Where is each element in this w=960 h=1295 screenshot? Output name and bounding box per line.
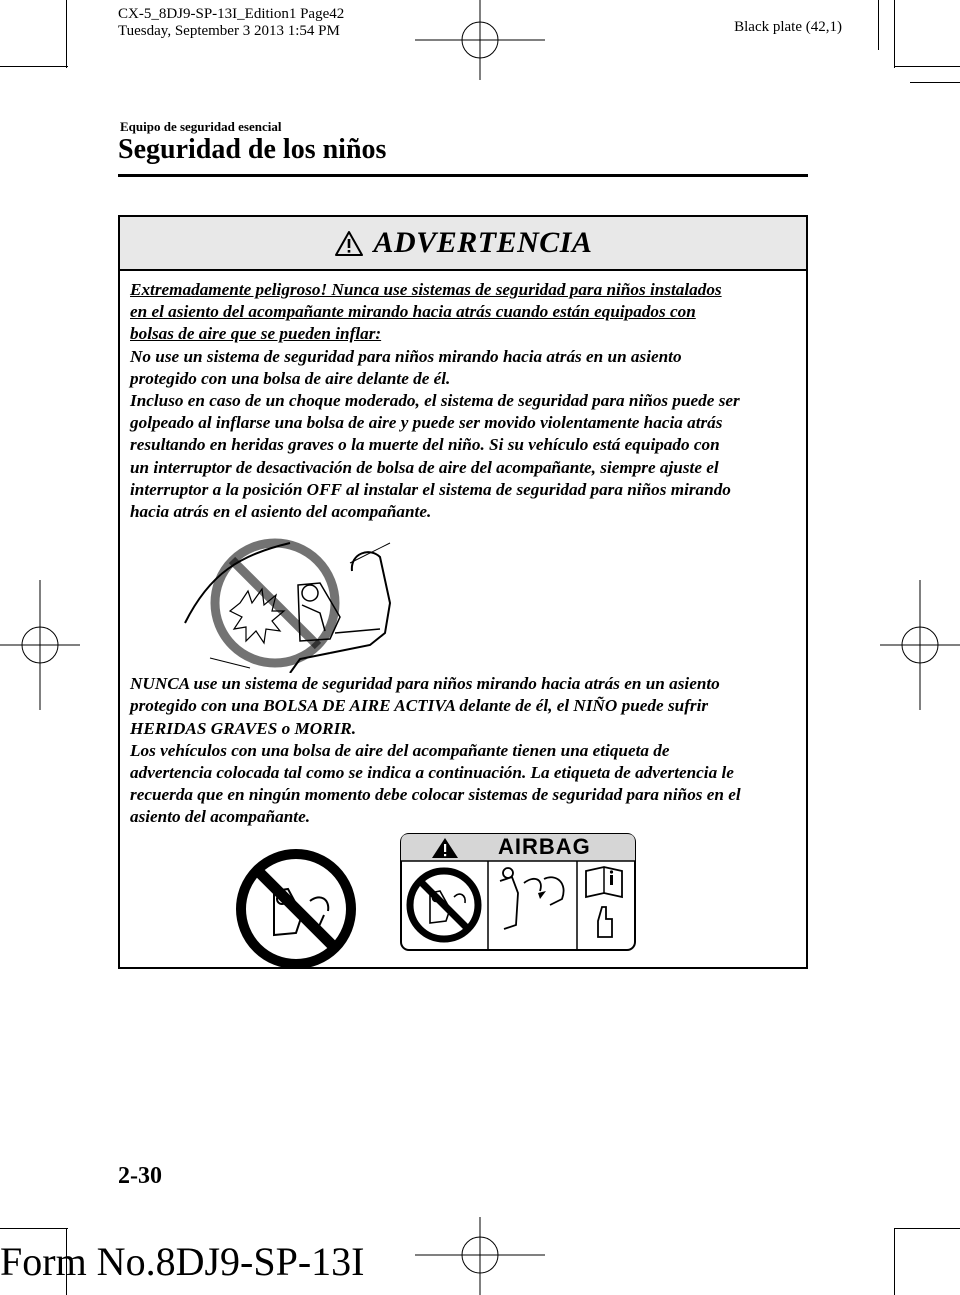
prohibited-rear-facing-seat-illustration xyxy=(180,533,420,673)
illustration-rear-facing-seat xyxy=(130,523,796,673)
airbag-label-text: AIRBAG xyxy=(498,833,591,859)
warning-text-line: interruptor a la posición OFF al instalar el sistema de seguridad para niños mirando xyxy=(130,479,731,499)
registration-mark-bottom xyxy=(415,1217,545,1295)
warning-text-line: advertencia colocada tal como se indica a continuación. La etiqueta de advertencia le xyxy=(130,763,734,783)
prohibition-icon xyxy=(410,871,478,939)
warning-box xyxy=(118,215,808,969)
crop-mark xyxy=(894,0,895,68)
crop-mark xyxy=(894,1228,895,1295)
warning-lead-line: en el asiento del acompañante mirando hacia atrás cuando están equipados con xyxy=(130,302,696,322)
warning-text-line: Incluso en caso de un choque moderado, el sistema de seguridad para niños puede ser xyxy=(130,391,740,411)
section-label: Equipo de seguridad esencial xyxy=(120,119,282,134)
crop-mark xyxy=(894,66,960,67)
registration-mark-right xyxy=(880,580,960,710)
warning-text-line: No use un sistema de seguridad para niños mirando hacia atrás en un asiento xyxy=(130,346,682,366)
crop-mark xyxy=(0,1228,68,1229)
warning-lead-line: Extremadamente peligroso! Nunca use sistemas de seguridad para niños instalados xyxy=(130,280,722,299)
warning-text-line: resultando en heridas graves o la muerte del niño. Si su vehículo está equipado con xyxy=(130,435,720,455)
warning-text-line: asiento del acompañante. xyxy=(130,807,310,827)
page-number: 2-30 xyxy=(118,1163,162,1189)
crop-mark xyxy=(0,66,68,67)
warning-lead-line: bolsas de aire que se pueden inflar: xyxy=(130,324,382,344)
page-title: Seguridad de los niños xyxy=(118,134,387,165)
prohibition-icon xyxy=(236,849,356,969)
warning-title: ADVERTENCIA xyxy=(373,226,593,259)
warning-text-line: NUNCA use un sistema de seguridad para niños mirando hacia atrás en un asiento xyxy=(130,674,720,694)
crop-mark xyxy=(894,1228,960,1229)
crop-mark xyxy=(910,82,960,83)
warning-text-line: recuerda que en ningún momento debe colocar sistemas de seguridad para niños en el xyxy=(130,785,741,805)
warning-text-line: protegido con una BOLSA DE AIRE ACTIVA delante de él, el NIÑO puede sufrir xyxy=(130,696,709,716)
crop-mark xyxy=(66,0,67,68)
warning-triangle-icon xyxy=(334,230,364,257)
plate-label: Black plate (42,1) xyxy=(734,19,842,35)
title-rule xyxy=(118,174,808,177)
warning-text-line: hacia atrás en el asiento del acompañante. xyxy=(130,502,432,522)
print-date-line: Tuesday, September 3 2013 1:54 PM xyxy=(118,23,340,39)
airbag-label-figures xyxy=(130,829,796,969)
warning-text-line: Los vehículos con una bolsa de aire del acompañante tienen una etiqueta de xyxy=(130,740,670,760)
warning-body xyxy=(120,271,806,969)
registration-mark-left xyxy=(0,580,80,710)
warning-header xyxy=(120,217,806,271)
registration-mark-top xyxy=(415,0,545,80)
form-number: Form No.8DJ9-SP-13I xyxy=(0,1239,365,1284)
print-job-line: CX-5_8DJ9-SP-13I_Edition1 Page42 xyxy=(118,6,345,22)
warning-text-line: protegido con una bolsa de aire delante de él. xyxy=(130,368,451,388)
warning-text-line: golpeado al inflarse una bolsa de aire y puede ser movido violentamente hacia atrás xyxy=(130,413,723,433)
warning-text-line: HERIDAS GRAVES o MORIR. xyxy=(130,718,357,738)
crop-mark xyxy=(878,0,879,50)
print-job-info xyxy=(118,6,344,40)
warning-text-line: un interruptor de desactivación de bolsa de aire del acompañante, siempre ajuste el xyxy=(130,457,719,477)
